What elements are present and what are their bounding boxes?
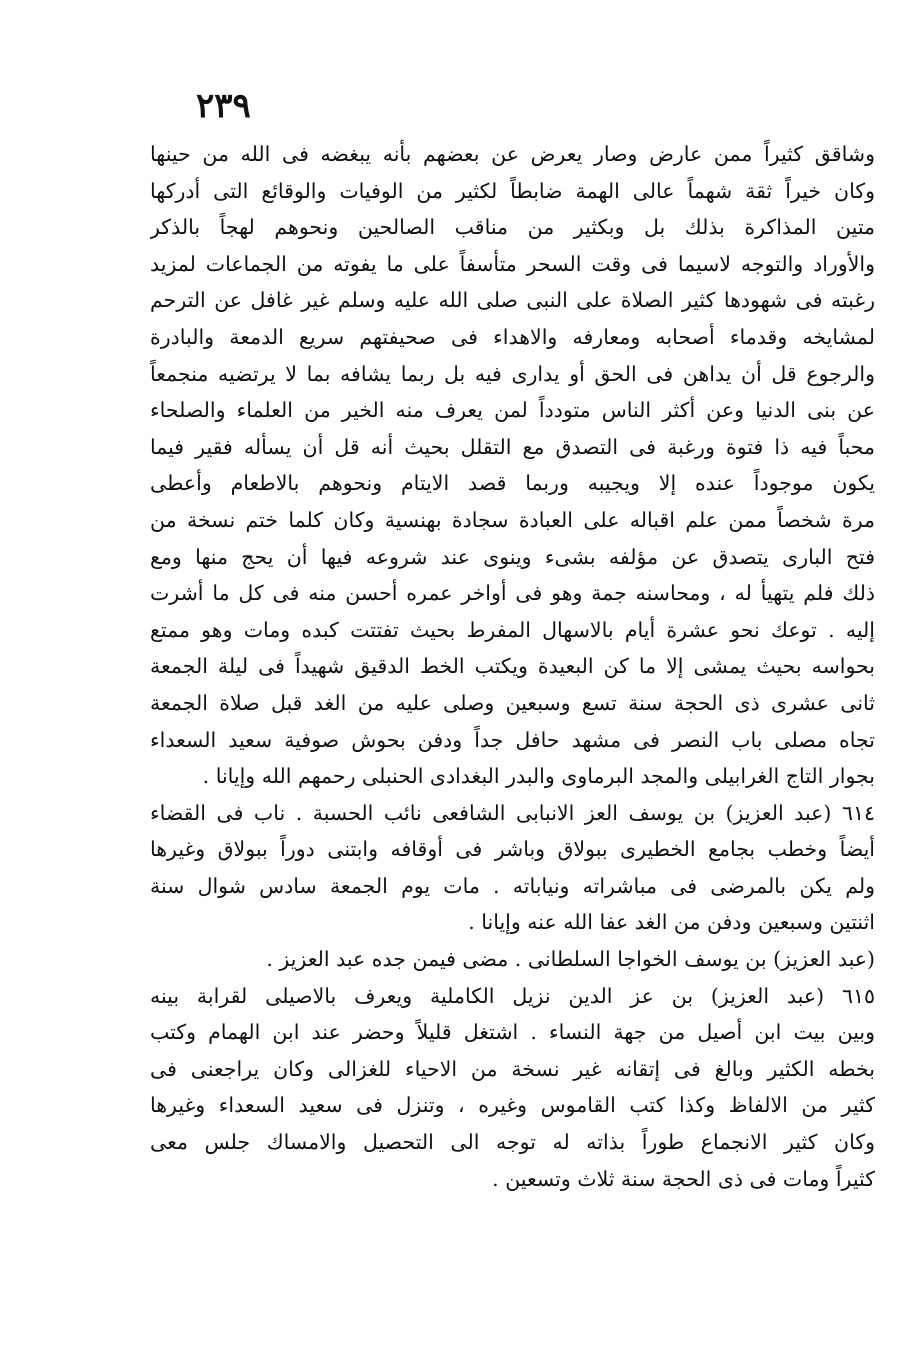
text-line: لمشايخه وقدماء أصحابه ومعارفه والاهداء فى صحيفتهم سريع الدمعة والبادرة (150, 324, 875, 349)
text-line: كثيراً ومات فى ذى الحجة سنة ثلاث وتسعين . (492, 1166, 875, 1191)
text-line: ٦١٤ (عبد العزيز) بن يوسف العز الانبابى الشافعى نائب الحسبة . ناب فى القضاء (150, 800, 875, 825)
text-line: أيضاً وخطب بجامع الخطيرى ببولاق وباشر فى أوقافه وابتنى دوراً ببولاق وغيرها (150, 837, 875, 862)
text-line: وكان كثير الانجماع طوراً بذاته له توجه الى التحصيل والامساك جلس معى (150, 1130, 875, 1155)
text-line: تجاه مصلى باب النصر فى مشهد حافل جداً ودفن بحوش صوفية سعيد السعداء (150, 727, 875, 752)
text-line: إليه . توعك نحو عشرة أيام بالاسهال المفرط بحيث تفتتت كبده ومات وهو ممتع (150, 617, 875, 642)
text-line: (عبد العزيز) بن يوسف الخواجا السلطانى . مضى فيمن جده عبد العزيز . (266, 947, 875, 972)
text-line: عن بنى الدنيا وعن أكثر الناس متودداً لمن يعرف منه الخير من العلماء والصلحاء (150, 398, 875, 423)
text-line: بجوار التاج الغرابيلى والمجد البرماوى والبدر البغدادى الحنبلى رحمهم الله وإيانا . (202, 764, 875, 789)
text-line: فتح البارى يتصدق عن مؤلفه بشىء وينوى عند شروعه فيها أن يحج منها ومع (150, 544, 875, 569)
text-line: والرجوع قل أن يداهن فى الحق أو يدارى فيه بل ربما يشافه بما لا يرتضيه منجمعاً (150, 361, 875, 386)
text-line: متين المذاكرة بذلك بل وبكثير من مناقب الصالحين ونحوهم لهجاً بالذكر (150, 215, 875, 240)
text-line: بخطه الكثير وبالغ فى إتقانه غير نسخة من الاحياء للغزالى وكان يراجعنى فى (150, 1056, 875, 1081)
text-line: مرة شخصاً ممن علم اقباله على العبادة سجادة بهنسية وكان كلما ختم نسخة من (150, 507, 875, 532)
text-line: اثنتين وسبعين ودفن من الغد عفا الله عنه وإيانا . (468, 910, 875, 935)
text-line: رغبته فى شهودها كثير الصلاة على النبى صلى الله عليه وسلم غير غافل عن الترحم (150, 288, 875, 313)
text-line: يكون موجوداً عنده إلا ويجيبه وربما قصد الايتام ونحوهم بالاطعام وأعطى (150, 471, 875, 496)
text-line: محباً فيه ذا فتوة ورغبة فى التصدق مع التقلل بحيث أنه قل أن يسأله فقير فيما (150, 434, 875, 459)
text-line: ثانى عشرى ذى الحجة سنة تسع وسبعين وصلى عليه من الغد قبل صلاة الجمعة (150, 690, 875, 715)
text-line: وكان خيراً ثقة شهماً عالى الهمة ضابطاً لكثير من الوفيات والوقائع التى أدركها (150, 178, 875, 203)
text-line: ولم يكن بالمرضى فى مباشراته ونياباته . مات يوم الجمعة سادس شوال سنة (150, 873, 875, 898)
text-line: ذلك فلم يتهيأ له ، ومحاسنه جمة وهو فى أواخر عمره أحسن منه فى كل ما أشرت (150, 581, 875, 606)
text-line: كثير من الالفاظ وكذا كتب القاموس وغيره ، وتنزل فى سعيد السعداء وغيرها (150, 1093, 875, 1118)
text-line: ٦١٥ (عبد العزيز) بن عز الدين نزيل الكاملية ويعرف بالاصيلى لقرابة بينه (150, 983, 875, 1008)
text-line: بحواسه بحيث يمشى إلا ما كن البعيدة ويكتب الخط الدقيق شهيداً فى ليلة الجمعة (150, 654, 875, 679)
body-text (150, 136, 875, 1197)
page-number: ٢٣٩ (196, 86, 251, 126)
text-line: وبين بيت ابن أصيل من جهة النساء . اشتغل قليلاً وحضر عند ابن الهمام وكتب (150, 1020, 875, 1045)
text-line: والأوراد والتوجه لاسيما فى وقت السحر متأسفاً على ما يفوته من الجماعات لمزيد (150, 251, 875, 276)
text-line: وشاقق كثيراً ممن عارض وصار يعرض عن بعضهم بأنه يبغضه فى الله من حينها (150, 142, 875, 166)
